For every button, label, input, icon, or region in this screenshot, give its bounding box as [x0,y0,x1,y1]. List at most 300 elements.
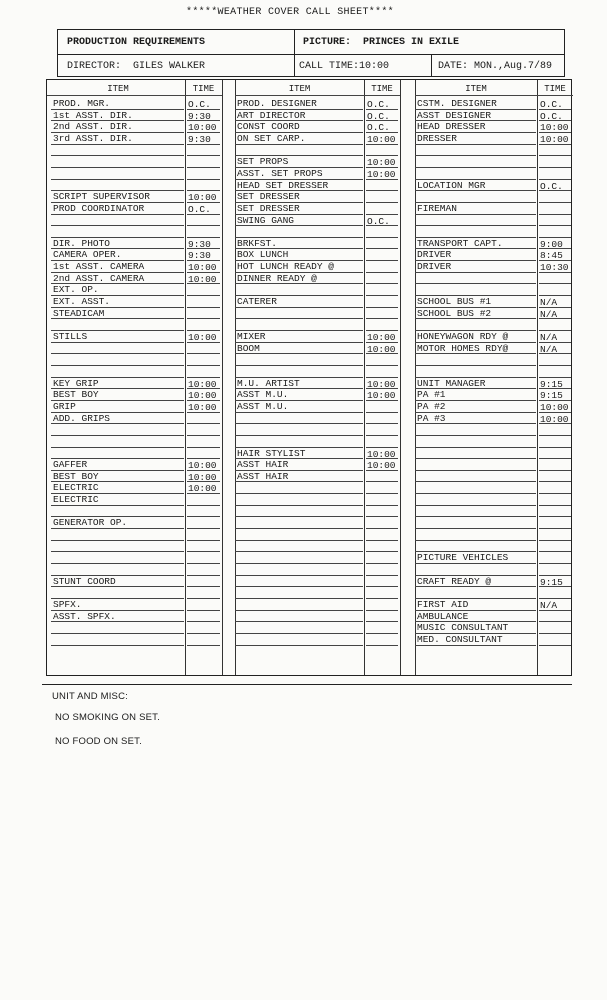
row-rule [366,412,398,413]
row-rule [51,621,184,622]
row-rule [539,132,571,133]
time-cell: 10:00 [367,460,396,472]
item-cell: MIXER [237,331,266,342]
row-rule [539,272,571,273]
item-cell: BOX LUNCH [237,249,289,261]
item-cell: ASST M.U. [237,389,289,401]
row-rule [539,400,571,401]
row-rule [539,610,571,611]
item-cell: DINNER READY @ [237,272,317,284]
row-rule [187,353,220,354]
item-cell: 3rd ASST. DIR. [53,132,133,144]
row-rule [366,283,398,284]
item-cell: HONEYWAGON RDY @ [417,331,509,342]
row-rule [187,633,220,634]
row-rule [235,283,363,284]
row-rule [415,423,536,424]
row-rule [539,214,571,215]
row-rule [539,144,571,145]
item-cell: PA #1 [417,389,446,401]
row-rule [187,295,220,296]
director-field: DIRECTOR: GILES WALKER [67,61,206,72]
row-rule [235,528,363,529]
time-cell: N/A [540,308,558,320]
row-rule [539,365,571,366]
call-sheet-title: *****WEATHER COVER CALL SHEET**** [186,7,394,18]
row-rule [187,505,220,506]
column-divider [222,80,223,675]
row-rule [539,423,571,424]
time-cell: 9:30 [188,110,211,122]
item-cell: MED. CONSULTANT [417,633,503,645]
row-rule [51,342,184,343]
row-rule [366,248,398,249]
row-rule [539,377,571,378]
row-rule [539,563,571,564]
item-cell: GRIP [53,400,76,412]
row-rule [187,598,220,599]
row-rule [187,481,220,482]
time-cell: 10:00 [188,332,217,343]
date-value: MON.,Aug.7/89 [474,61,553,72]
row-rule [235,493,363,494]
row-rule [366,598,398,599]
row-rule [415,493,536,494]
row-rule [366,575,398,576]
row-rule [366,318,398,319]
item-cell: M.U. ARTIST [237,377,300,389]
row-rule [366,563,398,564]
row-rule [415,563,536,564]
row-rule [51,225,184,226]
row-rule [51,318,184,319]
item-cell: DRIVER [417,261,452,273]
row-rule [366,353,398,354]
row-rule [415,470,536,471]
row-rule [366,190,398,191]
time-cell: O.C. [367,99,390,110]
row-rule [187,528,220,529]
row-rule [51,423,184,424]
row-rule [415,225,536,226]
row-rule [366,528,398,529]
row-rule [187,179,220,180]
time-column-header: TIME [371,84,393,94]
item-cell: PROD. MGR. [53,98,111,109]
time-cell: 9:15 [540,576,563,588]
row-rule [51,505,184,506]
row-rule [415,167,536,168]
item-cell: FIREMAN [417,202,457,214]
row-rule [187,365,220,366]
header-rule [235,95,364,96]
row-rule [187,283,220,284]
row-rule [235,412,363,413]
row-rule [366,120,398,121]
time-cell: N/A [540,332,558,343]
time-column-header: TIME [544,84,566,94]
item-cell: PROD. DESIGNER [237,98,317,109]
row-rule [366,505,398,506]
time-cell: 10:00 [367,168,396,180]
row-rule [415,447,536,448]
row-rule [366,586,398,587]
row-rule [187,272,220,273]
call-sheet-grid [46,79,572,676]
time-cell: 10:00 [188,483,217,495]
item-cell: SET PROPS [237,156,289,168]
row-rule [51,155,184,156]
row-rule [187,214,220,215]
time-cell: O.C. [188,203,211,215]
row-rule [235,353,363,354]
item-cell: CAMERA OPER. [53,249,122,261]
item-cell: CSTM. DESIGNER [417,98,497,109]
column-divider [185,80,186,675]
picture-value: PRINCES IN EXILE [363,37,460,48]
item-cell: LOCATION MGR [417,179,486,191]
item-cell: MOTOR HOMES RDY@ [417,342,509,354]
row-rule [539,318,571,319]
footer-divider [42,684,572,685]
row-rule [187,586,220,587]
unit-misc-heading: UNIT AND MISC: [52,691,128,702]
row-rule [539,481,571,482]
row-rule [366,214,398,215]
row-rule [235,551,363,552]
item-cell: PROD COORDINATOR [53,202,145,214]
item-cell: ELECTRIC [53,482,99,494]
row-rule [539,295,571,296]
row-rule [366,516,398,517]
row-rule [187,225,220,226]
item-cell: CONST COORD [237,121,300,133]
row-rule [539,237,571,238]
time-cell: N/A [540,343,558,355]
row-rule [235,225,363,226]
row-rule [366,633,398,634]
row-rule [51,435,184,436]
row-rule [366,202,398,203]
time-cell: 10:00 [540,122,569,134]
row-rule [187,190,220,191]
row-rule [235,318,363,319]
item-cell: DRIVER [417,249,452,261]
row-rule [539,586,571,587]
row-rule [51,167,184,168]
row-rule [187,458,220,459]
row-rule [187,621,220,622]
time-cell: 9:30 [188,133,211,145]
row-rule [366,307,398,308]
item-cell: DRESSER [417,132,457,144]
item-cell: DIR. PHOTO [53,237,111,249]
time-cell: 10:00 [188,401,217,413]
item-cell: ASST. SET PROPS [237,167,323,179]
item-cell: STUNT COORD [53,575,116,587]
row-rule [187,330,220,331]
item-cell: KEY GRIP [53,377,99,389]
row-rule [235,505,363,506]
item-cell: PA #3 [417,412,446,424]
item-cell: HOT LUNCH READY @ [237,261,334,273]
time-cell: O.C. [540,110,563,122]
row-rule [366,621,398,622]
row-rule [235,540,363,541]
row-rule [187,202,220,203]
item-cell: PA #2 [417,400,446,412]
row-rule [539,528,571,529]
item-cell: 2nd ASST. CAMERA [53,272,145,284]
row-rule [366,272,398,273]
time-cell: 10:00 [188,460,217,472]
row-rule [366,179,398,180]
row-rule [366,470,398,471]
item-cell: SCRIPT SUPERVISOR [53,191,150,203]
item-cell: ASST HAIR [237,470,289,482]
time-cell: 10:00 [367,343,396,355]
time-cell: 9:15 [540,390,563,402]
row-rule [415,365,536,366]
row-rule [366,377,398,378]
row-rule [51,540,184,541]
row-rule [187,516,220,517]
time-cell: 10:00 [367,448,396,460]
row-rule [539,330,571,331]
item-cell: ON SET CARP. [237,132,306,144]
item-cell: BOOM [237,342,260,354]
row-rule [539,190,571,191]
row-rule [539,447,571,448]
row-rule [187,540,220,541]
header-rule [364,95,400,96]
row-rule [366,458,398,459]
row-rule [539,645,571,646]
row-rule [415,283,536,284]
time-cell: 10:00 [367,390,396,402]
row-rule [366,144,398,145]
row-rule [539,598,571,599]
row-rule [187,470,220,471]
item-cell: HEAD DRESSER [417,121,486,133]
item-cell: EXT. ASST. [53,296,111,308]
row-rule [235,481,363,482]
row-rule [187,447,220,448]
item-cell: BRKFST. [237,237,277,249]
row-rule [415,214,536,215]
item-cell: ASST. SPFX. [53,610,116,622]
item-cell: STEADICAM [53,307,105,319]
item-cell: 2nd ASST. DIR. [53,121,133,133]
row-rule [235,621,363,622]
row-rule [187,237,220,238]
row-rule [187,318,220,319]
row-rule [235,610,363,611]
item-cell: ASST HAIR [237,459,289,471]
row-rule [51,447,184,448]
item-cell: SCHOOL BUS #1 [417,296,492,308]
row-rule [366,237,398,238]
row-rule [366,400,398,401]
time-cell: 9:00 [540,238,563,250]
item-cell: STILLS [53,331,88,342]
row-rule [366,132,398,133]
row-rule [51,586,184,587]
time-cell: 10:00 [188,378,217,390]
time-cell: 10:00 [540,413,569,425]
row-rule [235,645,363,646]
time-cell: N/A [540,599,558,611]
row-rule [366,493,398,494]
row-rule [51,645,184,646]
time-column-header: TIME [192,84,215,94]
row-rule [366,610,398,611]
row-rule [539,493,571,494]
row-rule [415,528,536,529]
header-rule [415,95,537,96]
row-rule [539,353,571,354]
row-rule [539,202,571,203]
row-rule [539,342,571,343]
row-rule [366,109,398,110]
production-header [57,29,565,77]
time-cell: 10:00 [367,133,396,145]
time-cell: 10:00 [188,192,217,204]
row-rule [415,318,536,319]
row-rule [539,633,571,634]
column-divider [537,80,538,675]
header-rule [47,95,185,96]
row-rule [187,645,220,646]
item-cell: MUSIC CONSULTANT [417,622,509,634]
time-cell: 10:00 [540,401,569,413]
row-rule [187,144,220,145]
row-rule [539,120,571,121]
item-cell: ASST M.U. [237,400,289,412]
row-rule [415,190,536,191]
item-cell: SET DRESSER [237,202,300,214]
row-rule [187,377,220,378]
row-rule [539,575,571,576]
row-rule [539,283,571,284]
row-rule [366,295,398,296]
time-cell: O.C. [188,99,211,110]
item-cell: ADD. GRIPS [53,412,111,424]
row-rule [366,342,398,343]
time-cell: 9:30 [188,250,211,262]
row-rule [366,167,398,168]
item-cell: FIRST AID [417,598,469,610]
row-rule [539,458,571,459]
row-rule [187,132,220,133]
time-cell: 9:30 [188,238,211,250]
item-cell: SWING GANG [237,214,295,226]
row-rule [187,109,220,110]
row-rule [366,225,398,226]
row-rule [187,435,220,436]
item-cell: BEST BOY [53,470,99,482]
time-cell: 9:15 [540,378,563,390]
time-cell: 10:00 [188,273,217,285]
row-rule [235,423,363,424]
item-column-header: ITEM [288,84,311,94]
item-cell: SET DRESSER [237,191,300,203]
item-cell: AMBULANCE [417,610,469,622]
time-cell: O.C. [540,180,563,192]
row-rule [415,586,536,587]
time-cell: 10:00 [367,332,396,343]
row-rule [187,412,220,413]
row-rule [539,388,571,389]
row-rule [539,516,571,517]
row-rule [235,435,363,436]
row-rule [366,481,398,482]
row-rule [235,516,363,517]
time-cell: 10:00 [188,122,217,134]
row-rule [415,144,536,145]
call-time-field: CALL TIME:10:00 [299,61,390,72]
item-column-header: ITEM [465,84,487,94]
misc-line: NO FOOD ON SET. [55,736,142,747]
item-cell: CATERER [237,296,277,308]
item-cell: SPFX. [53,598,82,610]
item-cell: PICTURE VEHICLES [417,552,509,564]
time-cell: 10:00 [540,133,569,145]
row-rule [187,563,220,564]
time-cell: O.C. [540,99,563,110]
header-rule [185,95,222,96]
row-rule [415,353,536,354]
row-rule [539,551,571,552]
time-cell: 10:00 [188,390,217,402]
row-rule [366,551,398,552]
row-rule [415,540,536,541]
row-rule [187,260,220,261]
row-rule [539,167,571,168]
row-rule [187,388,220,389]
row-rule [51,353,184,354]
row-rule [51,528,184,529]
row-rule [51,563,184,564]
row-rule [539,307,571,308]
row-rule [539,248,571,249]
item-cell: ELECTRIC [53,494,99,506]
row-rule [187,120,220,121]
row-rule [366,155,398,156]
row-rule [539,225,571,226]
item-cell: TRANSPORT CAPT. [417,237,503,249]
item-cell: HEAD SET DRESSER [237,179,329,191]
row-rule [235,598,363,599]
row-rule [187,342,220,343]
row-rule [366,435,398,436]
time-cell: O.C. [367,122,390,134]
row-rule [235,563,363,564]
row-rule [187,575,220,576]
row-rule [539,412,571,413]
row-rule [415,155,536,156]
item-cell: 1st ASST. CAMERA [53,261,145,273]
row-rule [366,330,398,331]
row-rule [187,248,220,249]
row-rule [51,551,184,552]
time-cell: 8:45 [540,250,563,262]
time-cell: 10:00 [188,262,217,274]
header-rule [537,95,573,96]
row-rule [187,610,220,611]
picture-field: PICTURE: PRINCES IN EXILE [303,37,460,48]
row-rule [187,423,220,424]
